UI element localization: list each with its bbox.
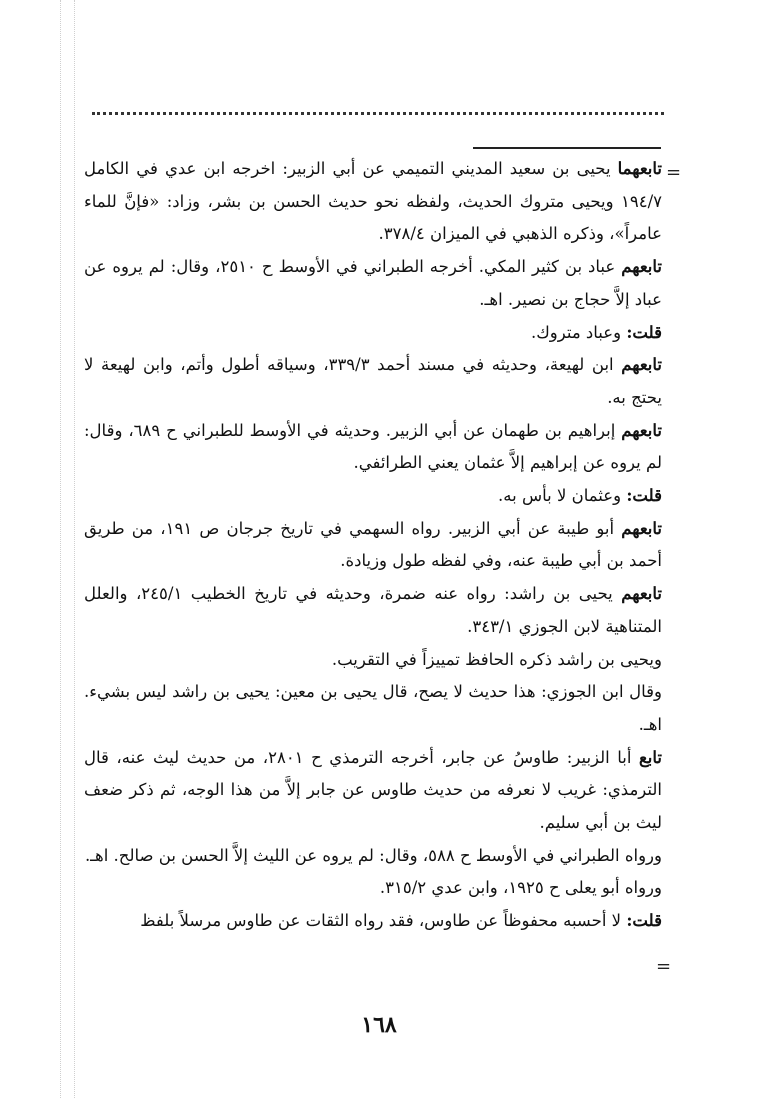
binding-dots-left-2 — [74, 0, 75, 1098]
paragraph — [84, 480, 662, 513]
paragraph-text: ورواه أبو يعلى ح ١٩٢٥، وابن عدي ٣١٥/٢. — [379, 878, 662, 898]
continuation-mark-bottom: = — [656, 956, 672, 977]
paragraph — [84, 840, 662, 873]
paragraph-text: ويحيى بن راشد ذكره الحافظ تمييزاً في التقريب. — [331, 649, 662, 669]
paragraph-text: يحيى بن راشد: رواه عنه ضمرة، وحديثه في تاريخ الخطيب ٢٤٥/١، والعلل المتناهية لابن الجوزي ٣٤٣/١. — [84, 584, 662, 636]
paragraph — [84, 578, 662, 643]
paragraph-lead: تابعهم — [621, 584, 663, 604]
paragraph-text: عباد بن كثير المكي. أخرجه الطبراني في الأوسط ح ٢٥١٠، وقال: لم يروه عن عباد إلاَّ حجاج بن نصير. اهـ. — [84, 257, 662, 309]
paragraph — [84, 644, 662, 677]
paragraph-lead: تابعهم — [621, 355, 662, 375]
paragraph-text: وعثمان لا بأس به. — [498, 486, 627, 506]
paragraph-lead: تابعهم — [621, 420, 662, 440]
paragraph-lead: تابعهم — [621, 257, 662, 277]
paragraph-text: إبراهيم بن طهمان عن أبي الزبير. وحديثه في الأوسط للطبراني ح ٦٨٩، وقال: لم يروه عن إبراهيم إلاَّ عثمان يعني الطرائفي. — [84, 420, 662, 473]
paragraph-text: وعباد متروك. — [530, 322, 627, 342]
paragraph — [84, 676, 662, 741]
paragraph-lead: قلت: — [626, 911, 662, 931]
continuation-mark-top: = — [666, 162, 682, 183]
paragraph-text: يحيى بن سعيد المديني التميمي عن أبي الزبير: اخرجه ابن عدي في الكامل ١٩٤/٧ ويحيى متروك الحديث، ولفظه نحو حديث الحسن بن بشر، وزاد: «فإنَّ للماء عامراً»، وذكره الذهبي في الميزان ٣٧٨/٤. — [84, 159, 662, 244]
header-dotted-line — [92, 112, 664, 115]
paragraph-lead: تابعهم — [621, 518, 662, 538]
paragraph — [84, 742, 662, 840]
paragraph-text: وقال ابن الجوزي: هذا حديث لا يصح، قال يحيى بن معين: يحيى بن راشد ليس بشيء. اهـ. — [84, 682, 662, 734]
paragraph-text: ابن لهيعة، وحديثه في مسند أحمد ٣٣٩/٣، وسياقه أطول وأتم، وابن لهيعة لا يحتج به. — [84, 355, 662, 407]
paragraph — [84, 872, 662, 905]
binding-dots-left — [60, 0, 61, 1098]
paragraph-text: أبا الزبير: طاوسُ عن جابر، أخرجه الترمذي ح ٢٨٠١، من حديث ليث عنه، قال الترمذي: غريب لا نعرفه من حديث طاوس عن جابر إلاَّ من هذا الوجه، ثم ذكر ضعف ليث بن أبي سليم. — [84, 747, 662, 833]
paragraph-text: لا أحسبه محفوظاً عن طاوس، فقد رواه الثقات عن طاوس مرسلاً بلفظ — [140, 911, 627, 931]
paragraph-lead: قلت: — [626, 486, 662, 506]
paragraph-lead: تابع — [639, 747, 662, 767]
paragraph — [84, 905, 662, 938]
paragraph — [84, 153, 662, 251]
paragraph — [84, 349, 662, 414]
paragraph — [84, 415, 662, 480]
paragraph-text: ورواه الطبراني في الأوسط ح ٥٨٨، وقال: لم يروه عن الليث إلاَّ الحسن بن صالح. اهـ. — [84, 845, 662, 865]
paragraph — [84, 513, 662, 578]
paragraph-lead: قلت: — [626, 322, 662, 342]
paragraph — [84, 317, 662, 350]
footnote-body — [84, 153, 662, 938]
page-number: ١٦٨ — [361, 1012, 397, 1038]
paragraph-text: أبو طيبة عن أبي الزبير. رواه السهمي في تاريخ جرجان ص ١٩١، من طريق أحمد بن أبي طيبة عنه، وفي لفظه طول وزيادة. — [84, 518, 662, 571]
paragraph — [84, 251, 662, 316]
paragraph-lead: تابعهما — [617, 159, 662, 178]
footnote-separator-rule — [473, 147, 661, 149]
